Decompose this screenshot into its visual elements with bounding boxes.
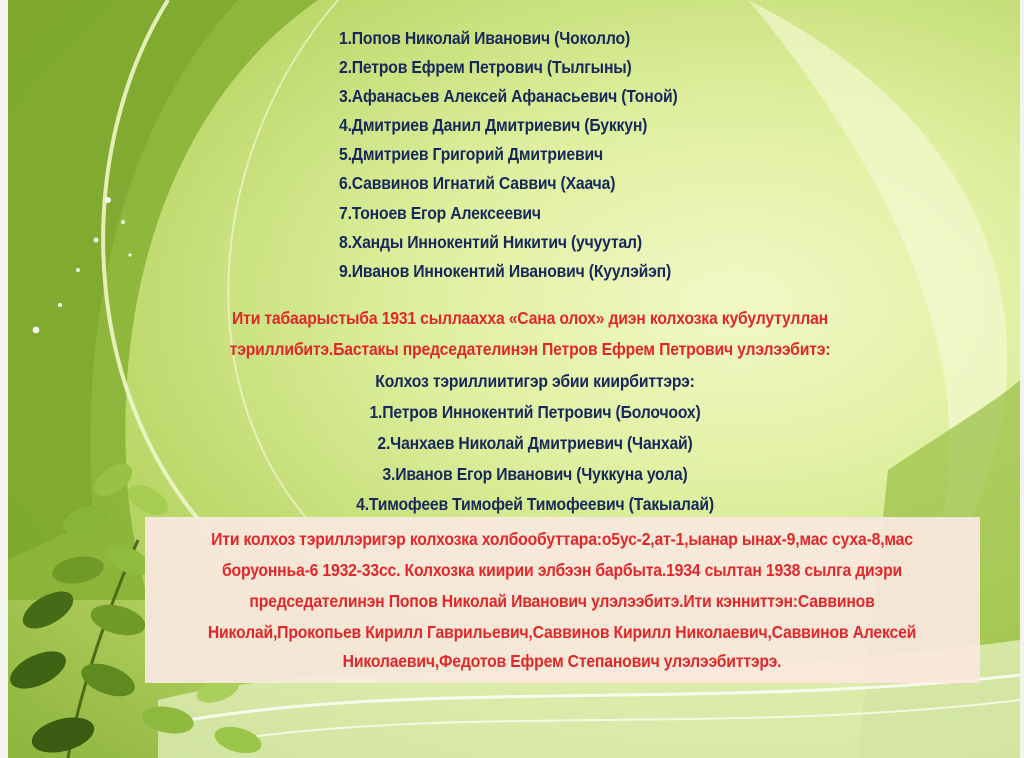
organizers-list-item: 2.Чанхаев Николай Дмитриевич (Чанхай) <box>377 433 693 453</box>
note-text-line: Николай,Прокопьев Кирилл Гаврильевич,Саввинов Кирилл Николаевич,Саввинов Алексей <box>207 622 917 642</box>
members-list-item: 7.Тоноев Егор Алексеевич <box>339 203 541 223</box>
founding-text-line: Ити табаарыстыба 1931 сыллаахха «Сана олох» диэн колхозка кубулутуллан <box>232 308 828 328</box>
organizers-list-item: 4.Тимофеев Тимофей Тимофеевич (Такыалай) <box>356 494 714 514</box>
members-list-item: 4.Дмитриев Данил Дмитриевич (Буккун) <box>339 115 648 135</box>
note-text-line: Ити колхоз тэриллэригэр колхозка холбообуттара:о5ус-2,ат-1,ыанар ынах-9,мас суха-8,мас <box>211 529 913 549</box>
members-list-item: 2.Петров Ефрем Петрович (Тылгыны) <box>339 57 632 77</box>
organizers-list-item: 1.Петров Иннокентий Петрович (Болочоох) <box>369 402 701 422</box>
members-list-item: 9.Иванов Иннокентий Иванович (Куулэйэп) <box>339 261 672 281</box>
note-text-line: Николаевич,Федотов Ефрем Степанович улэлээбиттэрэ. <box>342 651 782 671</box>
note-text-line: боруонньа-6 1932-33сс. Колхозка киирии элбээн барбыта.1934 сылтан 1938 сылга диэри <box>221 560 903 580</box>
founding-text-line: тэриллибитэ.Бастакы председателинэн Петров Ефрем Петрович улэлээбитэ: <box>229 339 831 359</box>
slide-background <box>8 0 1020 758</box>
members-list-item: 6.Саввинов Игнатий Саввич (Хаача) <box>339 173 616 193</box>
members-list-item: 3.Афанасьев Алексей Афанасьевич (Тоной) <box>339 86 678 106</box>
organizers-list-item: 3.Иванов Егор Иванович (Чуккуна уола) <box>382 464 688 484</box>
note-text-line: председателинэн Попов Николай Иванович улэлээбитэ.Ити кэнниттэн:Саввинов <box>249 591 875 611</box>
members-list-item: 1.Попов Николай Иванович (Чоколло) <box>339 28 631 48</box>
note-box <box>145 517 980 683</box>
members-list-item: 8.Ханды Иннокентий Никитич (учуутал) <box>339 232 642 252</box>
organizers-heading: Колхоз тэриллиитигэр эбии киирбиттэрэ: <box>375 371 695 391</box>
members-list-item: 5.Дмитриев Григорий Дмитриевич <box>339 144 603 164</box>
